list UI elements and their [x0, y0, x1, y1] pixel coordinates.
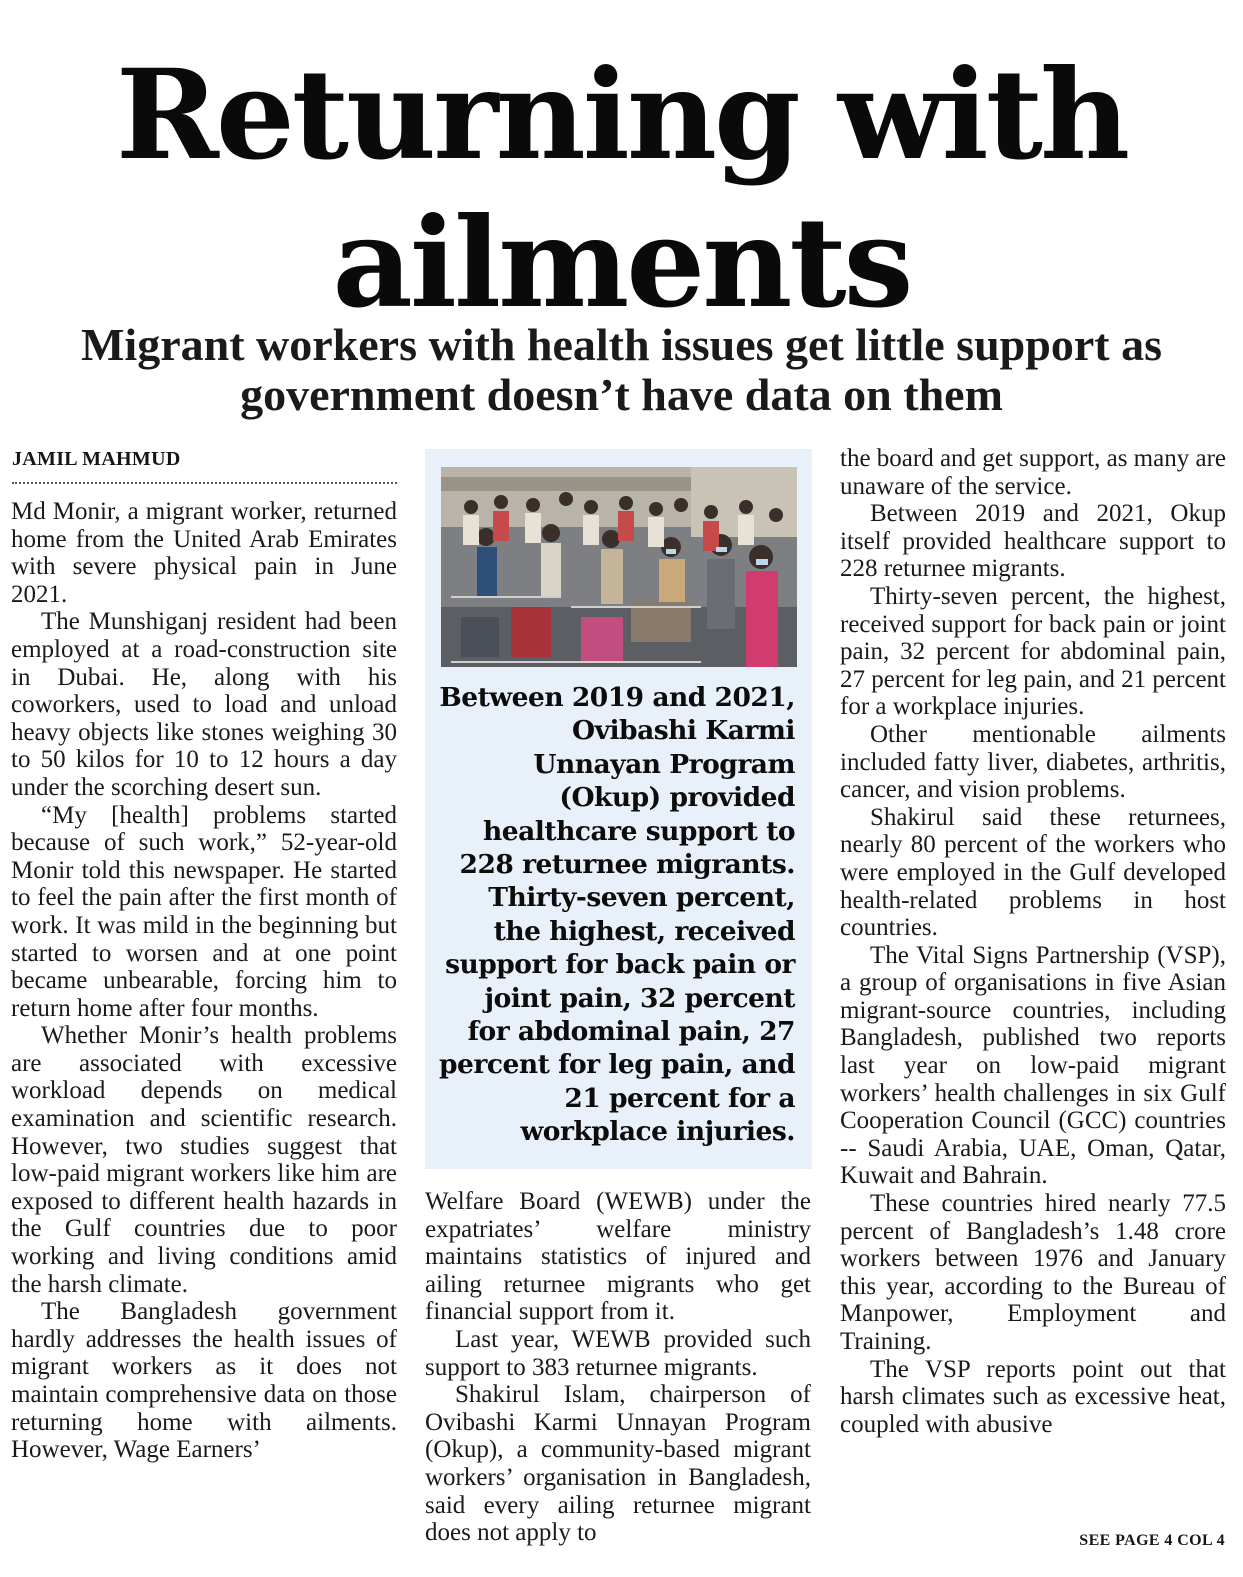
paragraph: Shakirul said these returnees, nearly 80 percent of the workers who were employed in the Gulf developed health-related problems in host countries.: [840, 803, 1226, 942]
paragraph: Between 2019 and 2021, Okup itself provided healthcare support to 228 returnee migrants.: [840, 500, 1226, 583]
byline: JAMIL MAHMUD: [12, 446, 397, 484]
paragraph: The Bangladesh government hardly addresses the health issues of migrant workers as it does not maintain comprehensive data on those returning home with ailments. However, Wage Earners’: [11, 1298, 397, 1464]
paragraph: Md Monir, a migrant worker, returned home from the United Arab Emirates with severe physical pain in June 2021.: [11, 498, 397, 608]
paragraph: the board and get support, as many are unaware of the service.: [840, 445, 1226, 500]
paragraph: Whether Monir’s health problems are associated with excessive workload depends on medical examination and scientific research. However, two studies suggest that low-paid migrant workers like him are exposed to different health hazards in the Gulf countries due to poor working and living conditions amid the harsh climate.: [11, 1022, 397, 1298]
paragraph: Other mentionable ailments included fatty liver, diabetes, arthritis, cancer, and vision problems.: [840, 720, 1226, 804]
article-column-1: [11, 498, 397, 1464]
migrant-workers-airport-photo: [441, 467, 797, 667]
paragraph: Last year, WEWB provided such support to 383 returnee migrants.: [425, 1325, 811, 1381]
paragraph: The VSP reports point out that harsh climates such as excessive heat, coupled with abusive: [840, 1355, 1226, 1438]
paragraph: Shakirul Islam, chairperson of Ovibashi Karmi Unnayan Program (Okup), a community-based migrant workers’ organisation in Bangladesh, said every ailing returnee migrant does not apply to: [425, 1381, 811, 1547]
article-column-2: [425, 1188, 811, 1547]
continuation-jump: SEE PAGE 4 COL 4: [1079, 1532, 1225, 1549]
paragraph: The Vital Signs Partnership (VSP), a group of organisations in five Asian migrant-source countries, including Bangladesh, published two reports last year on low-paid migrant workers’ health challenges in six Gulf Cooperation Council (GCC) countries -- Saudi Arabia, UAE, Oman, Qatar, Kuwait and Bahrain.: [840, 941, 1226, 1190]
article-column-3: [840, 445, 1226, 1438]
subheadline: Migrant workers with health issues get little support as government doesn’t have data on them: [81, 319, 1162, 420]
paragraph: The Munshiganj resident had been employed at a road-construction site in Dubai. He, along with his coworkers, used to load and unload heavy objects like stones weighing 30 to 50 kilos for 10 to 12 hours a day under the scorching desert sun.: [11, 608, 397, 801]
pull-quote: Between 2019 and 2021, Ovibashi Karmi Unnayan Program (Okup) provided healthcare support to 228 returnee migrants. Thirty-seven percent, the highest, received support for back pain or joint pain, 32 percent for abdominal pain, 27 percent for leg pain, and 21 percent for a workplace injuries.: [439, 682, 795, 1148]
paragraph: Welfare Board (WEWB) under the expatriates’ welfare ministry maintains statistics of injured and ailing returnee migrants who get financial support from it.: [425, 1188, 811, 1326]
paragraph: These countries hired nearly 77.5 percent of Bangladesh’s 1.48 crore workers between 1976 and January this year, according to the Bureau of Manpower, Employment and Training.: [840, 1190, 1226, 1355]
paragraph: “My [health] problems started because of such work,” 52-year-old Monir told this newspaper. He started to feel the pain after the first month of work. It was mild in the beginning but started to worsen and at one point became unbearable, forcing him to return home after four months.: [11, 801, 397, 1022]
news-photo: [441, 467, 797, 667]
headline: Returning with ailments: [115, 43, 1128, 336]
paragraph: Thirty-seven percent, the highest, received support for back pain or joint pain, 32 percent for abdominal pain, 27 percent for leg pain, and 21 percent for a workplace injuries.: [840, 582, 1226, 721]
highlight-box: [425, 449, 812, 1169]
